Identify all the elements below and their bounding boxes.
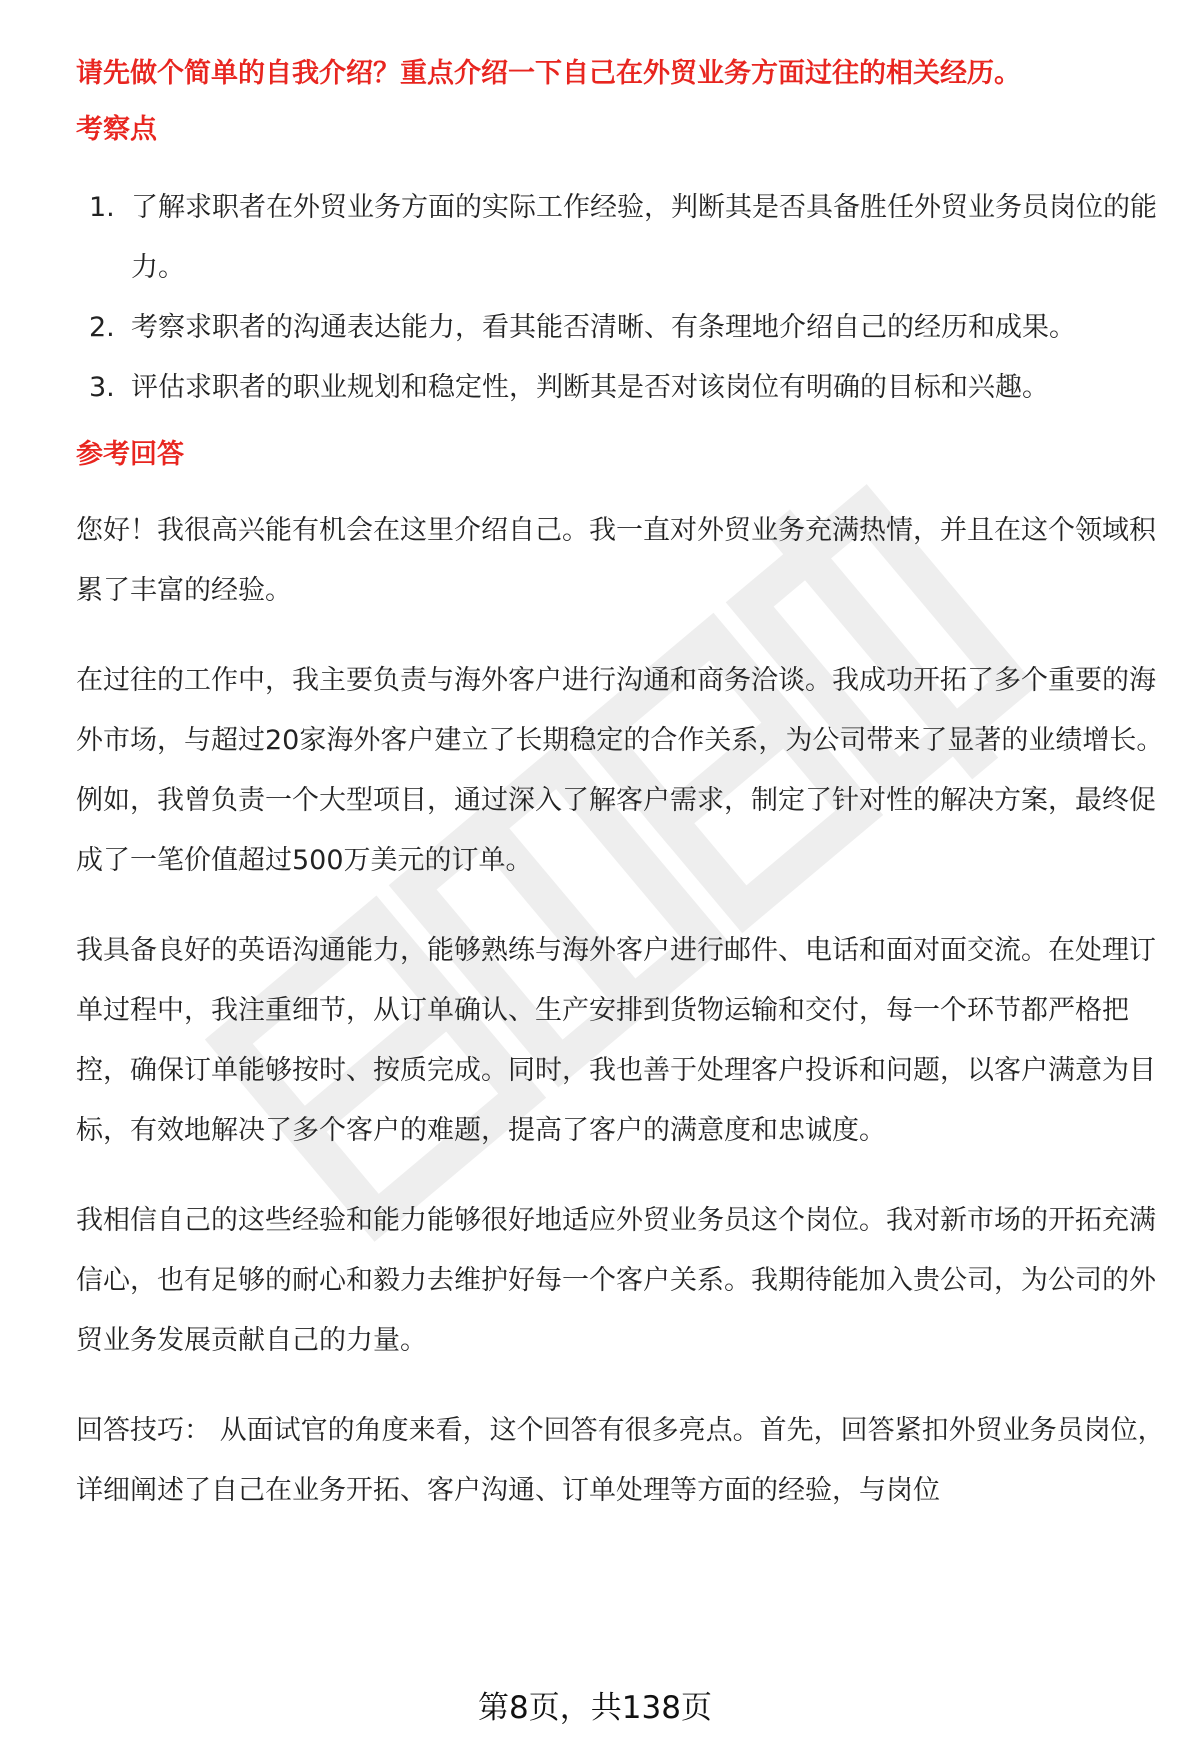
interview-question: 请先做个简单的自我介绍？重点介绍一下自己在外贸业务方面过往的相关经历。: [76, 58, 1021, 89]
point-number: 3.: [89, 372, 115, 403]
point-text: 考察求职者的沟通表达能力，看其能否清晰、有条理地介绍自己的经历和成果。: [131, 312, 1076, 343]
point-text: 评估求职者的职业规划和稳定性，判断其是否对该岗位有明确的目标和兴趣。: [131, 372, 1049, 403]
assessment-point: [76, 298, 1166, 358]
answer-paragraph: 我相信自己的这些经验和能力能够很好地适应外贸业务员这个岗位。我对新市场的开拓充满信心，也有足够的耐心和毅力去维护好每一个客户关系。我期待能加入贵公司，为公司的外贸业务发展贡献自己的力量。: [76, 1205, 1156, 1356]
point-number: 1.: [89, 192, 115, 223]
answer-heading: 参考回答: [76, 439, 184, 470]
assessment-point: [76, 178, 1166, 298]
assessment-points: [76, 178, 1166, 418]
assessment-heading: 考察点: [76, 114, 157, 145]
document-content: [76, 52, 1166, 1521]
answer-paragraph: 您好！我很高兴能有机会在这里介绍自己。我一直对外贸业务充满热情，并且在这个领域积累了丰富的经验。: [76, 515, 1156, 606]
answer-paragraph: 在过往的工作中，我主要负责与海外客户进行沟通和商务洽谈。我成功开拓了多个重要的海外市场，与超过20家海外客户建立了长期稳定的合作关系，为公司带来了显著的业绩增长。例如，我曾负责一个大型项目，通过深入了解客户需求，制定了针对性的解决方案，最终促成了一笔价值超过500万美元的订单。: [76, 665, 1164, 876]
answer-paragraph: 我具备良好的英语沟通能力，能够熟练与海外客户进行邮件、电话和面对面交流。在处理订单过程中，我注重细节，从订单确认、生产安排到货物运输和交付，每一个环节都严格把控，确保订单能够按时、按质完成。同时，我也善于处理客户投诉和问题，以客户满意为目标，有效地解决了多个客户的难题，提高了客户的满意度和忠诚度。: [76, 935, 1156, 1146]
point-text: 了解求职者在外贸业务方面的实际工作经验，判断其是否具备胜任外贸业务员岗位的能力。: [131, 192, 1157, 283]
point-number: 2.: [89, 312, 115, 343]
assessment-point: [76, 358, 1166, 418]
answer-tips: 回答技巧： 从面试官的角度来看，这个回答有很多亮点。首先，回答紧扣外贸业务员岗位，详细阐述了自己在业务开拓、客户沟通、订单处理等方面的经验，与岗位: [76, 1415, 1165, 1506]
page-number: 第8页，共138页: [478, 1690, 712, 1726]
